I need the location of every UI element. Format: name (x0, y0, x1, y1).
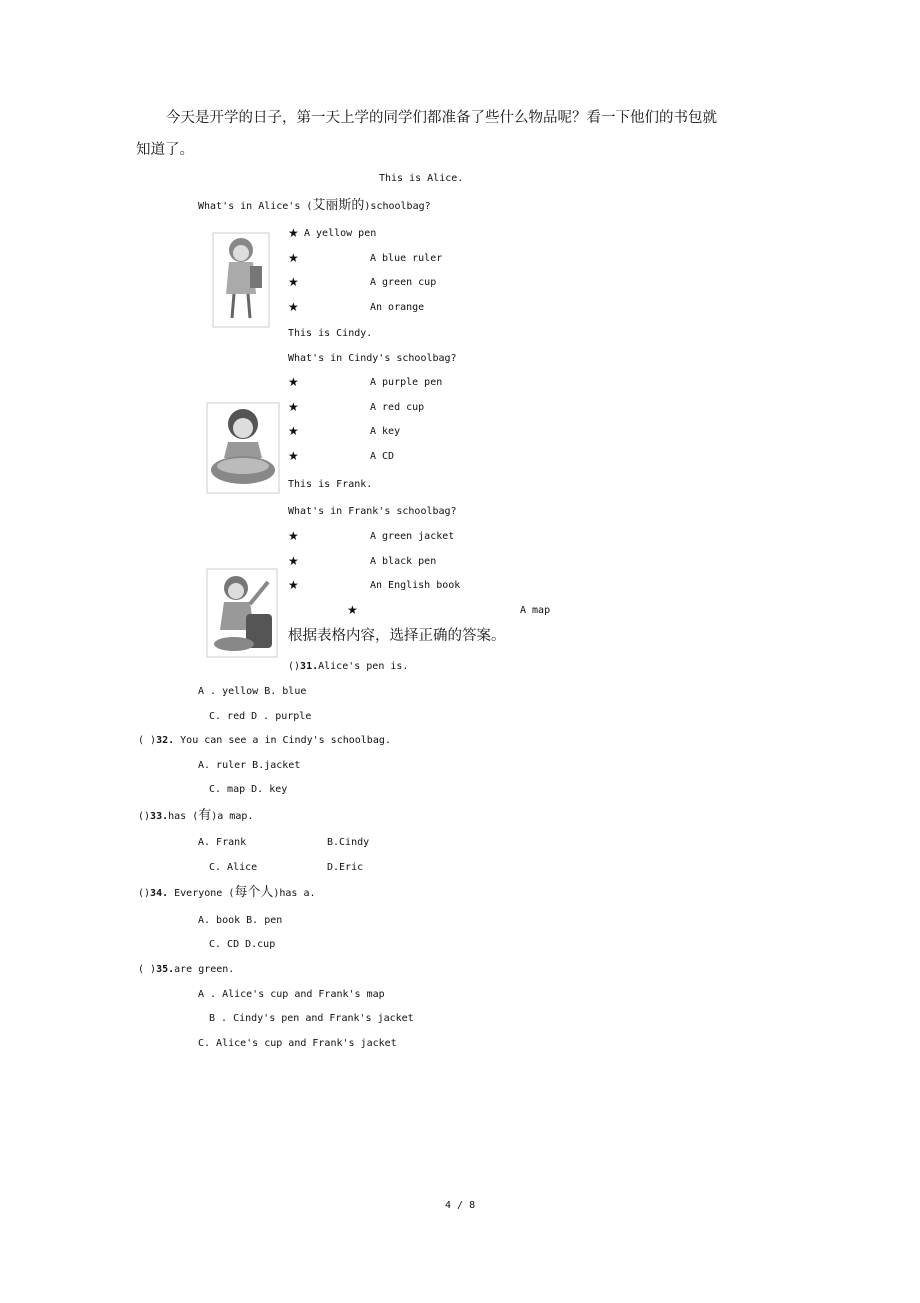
alice-intro: This is Alice. (379, 173, 464, 184)
frank-item-1: A green jacket (370, 531, 455, 542)
question-32: ( )32. You can see a in Cindy's schoolbag. (138, 735, 391, 746)
question-33: ()33.has (有)a map. (138, 808, 254, 823)
star-icon: ★ (288, 251, 299, 265)
question-35-option-c: C. Alice's cup and Frank's jacket (198, 1038, 397, 1049)
question-31-options-cd: C. red D . purple (209, 711, 312, 722)
question-32-options-cd: C. map D. key (209, 784, 288, 795)
alice-question: What's in Alice's (艾丽斯的)schoolbag? (198, 198, 431, 213)
star-icon: ★ (288, 554, 299, 568)
page-number: 4 / 8 (445, 1200, 476, 1211)
alice-picture (212, 232, 270, 328)
star-icon: ★ (288, 449, 299, 463)
cindy-item-4: A CD (370, 451, 395, 462)
cindy-intro: This is Cindy. (288, 328, 373, 339)
star-icon: ★ (288, 300, 299, 314)
intro-line-2: 知道了。 (136, 142, 194, 158)
cindy-item-2: A red cup (370, 402, 425, 413)
cindy-item-1: A purple pen (370, 377, 443, 388)
question-34-options-ab: A. book B. pen (198, 915, 283, 926)
question-33-option-b: B.Cindy (327, 837, 370, 848)
star-icon: ★ (288, 275, 299, 289)
frank-item-3: An English book (370, 580, 461, 591)
question-35-option-b: B . Cindy's pen and Frank's jacket (209, 1013, 414, 1024)
question-31: ()31.Alice's pen is. (288, 661, 409, 672)
star-icon: ★ (288, 375, 299, 389)
alice-item-2: A blue ruler (370, 253, 443, 264)
frank-item-2: A black pen (370, 556, 437, 567)
frank-picture (206, 568, 278, 658)
question-35-option-a: A . Alice's cup and Frank's map (198, 989, 385, 1000)
alice-item-1: A yellow pen (304, 228, 377, 239)
frank-intro: This is Frank. (288, 479, 373, 490)
question-34-options-cd: C. CD D.cup (209, 939, 276, 950)
question-35: ( )35.are green. (138, 964, 235, 975)
star-icon: ★ (288, 578, 299, 592)
cindy-question: What's in Cindy's schoolbag? (288, 353, 457, 364)
question-34: ()34. Everyone (每个人)has a. (138, 885, 316, 900)
cindy-item-3: A key (370, 426, 401, 437)
question-33-option-d: D.Eric (327, 862, 364, 873)
frank-item-4: A map (520, 605, 551, 616)
question-33-option-a: A. Frank (198, 837, 247, 848)
cindy-picture (206, 402, 280, 494)
star-icon: ★ (347, 603, 358, 617)
star-icon: ★ (288, 400, 299, 414)
instruction: 根据表格内容，选择正确的答案。 (288, 628, 506, 644)
alice-item-3: A green cup (370, 277, 437, 288)
frank-question: What's in Frank's schoolbag? (288, 506, 457, 517)
question-32-options-ab: A. ruler B.jacket (198, 760, 301, 771)
star-icon: ★ (288, 424, 299, 438)
intro-line-1: 今天是开学的日子，第一天上学的同学们都准备了些什么物品呢？看一下他们的书包就 (166, 110, 717, 126)
question-33-option-c: C. Alice (209, 862, 258, 873)
star-icon: ★ (288, 529, 299, 543)
question-31-options-ab: A . yellow B. blue (198, 686, 307, 697)
star-icon: ★ (288, 226, 299, 240)
alice-item-4: An orange (370, 302, 425, 313)
